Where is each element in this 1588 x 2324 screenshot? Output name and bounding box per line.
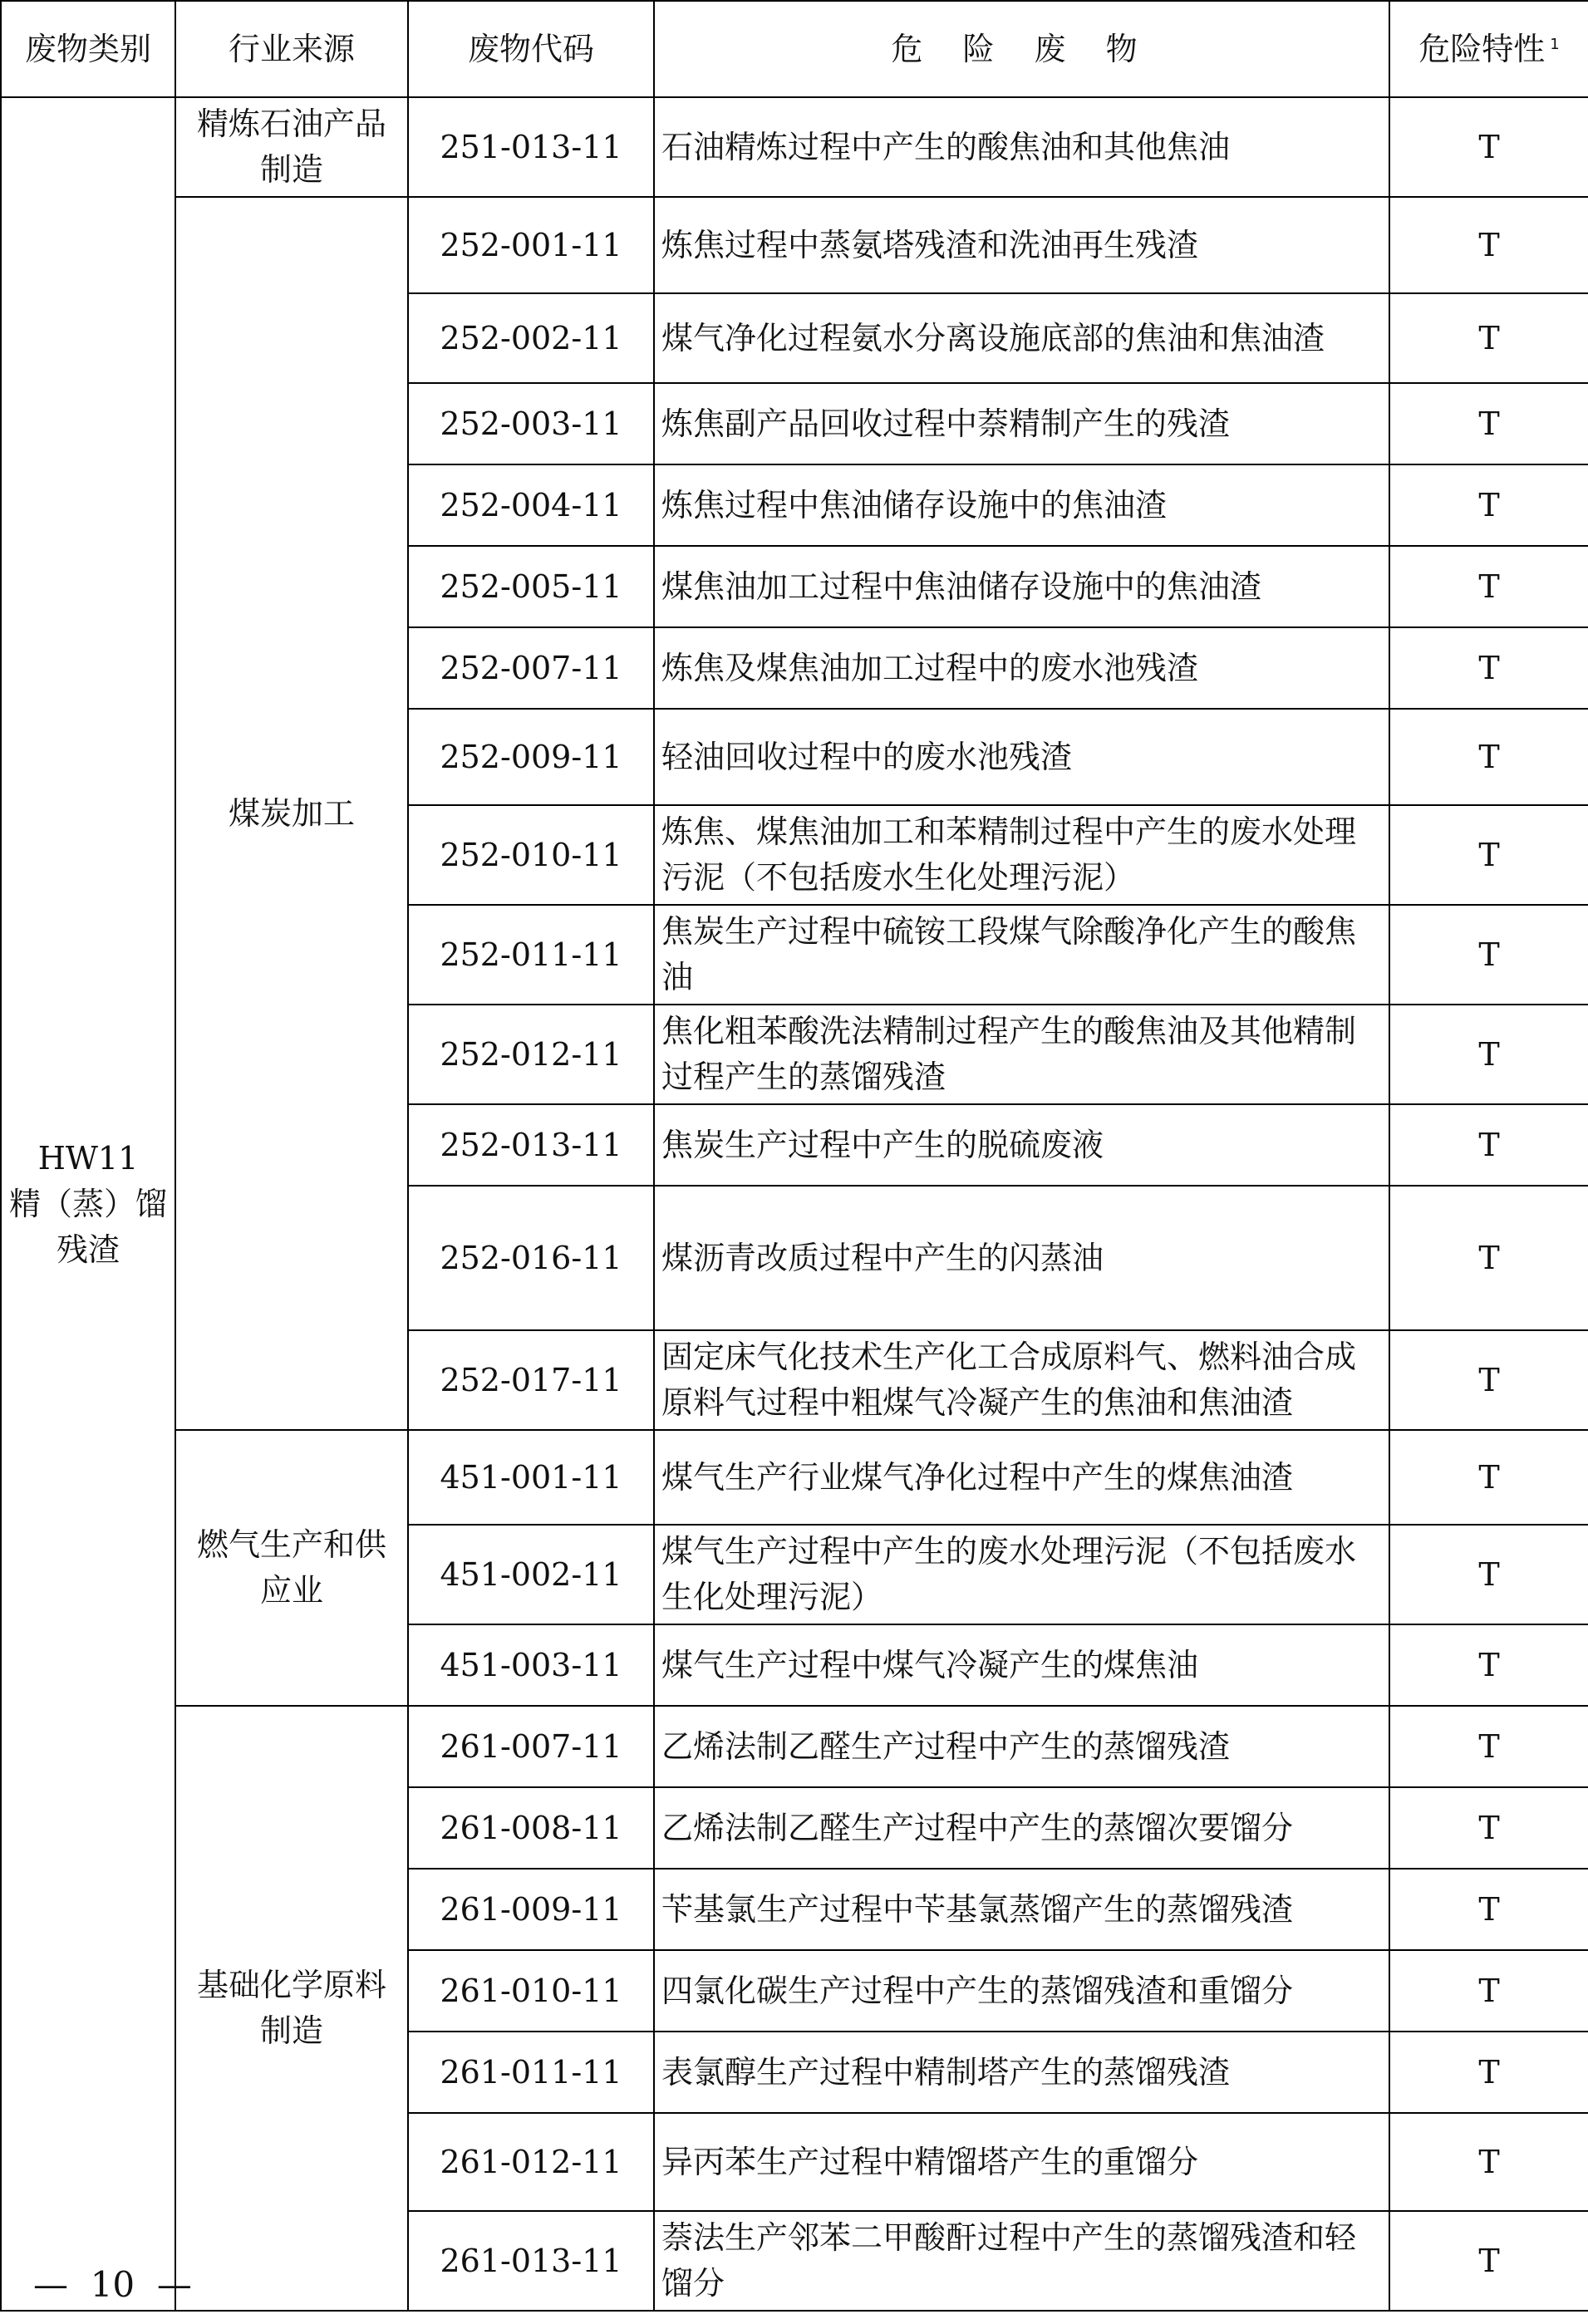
- waste-description-cell: 煤气生产行业煤气净化过程中产生的煤焦油渣: [654, 1430, 1389, 1525]
- waste-code-cell: 252-012-11: [408, 1005, 654, 1104]
- waste-description-cell: 焦炭生产过程中硫铵工段煤气除酸净化产生的酸焦油: [654, 905, 1389, 1005]
- hazard-characteristic-cell: T: [1389, 293, 1588, 383]
- page-footer: [33, 2260, 366, 2310]
- source-cell: 煤炭加工: [175, 197, 408, 1430]
- category-code: HW11: [37, 1139, 139, 1177]
- waste-code-cell: 261-009-11: [408, 1869, 654, 1950]
- hazard-characteristic-cell: T: [1389, 1787, 1588, 1869]
- hazard-characteristic-cell: T: [1389, 1869, 1588, 1950]
- waste-code-cell: 261-011-11: [408, 2032, 654, 2113]
- hazard-characteristic-cell: T: [1389, 1706, 1588, 1787]
- hazard-characteristic-cell: T: [1389, 464, 1588, 546]
- waste-description-cell: 萘法生产邻苯二甲酸酐过程中产生的蒸馏残渣和轻馏分: [654, 2211, 1389, 2311]
- hazard-characteristic-cell: T: [1389, 1005, 1588, 1104]
- hazard-characteristic-cell: T: [1389, 1430, 1588, 1525]
- waste-description-cell: 炼焦及煤焦油加工过程中的废水池残渣: [654, 627, 1389, 709]
- waste-code-cell: 451-003-11: [408, 1624, 654, 1706]
- waste-code-cell: 261-007-11: [408, 1706, 654, 1787]
- waste-code-cell: 252-003-11: [408, 383, 654, 464]
- waste-description-cell: 炼焦副产品回收过程中萘精制产生的残渣: [654, 383, 1389, 464]
- footer-dash-right: —: [156, 2264, 192, 2305]
- waste-code-cell: 261-008-11: [408, 1787, 654, 1869]
- source-cell: 燃气生产和供应业: [175, 1430, 408, 1706]
- waste-description-cell: 焦化粗苯酸洗法精制过程产生的酸焦油及其他精制过程产生的蒸馏残渣: [654, 1005, 1389, 1104]
- waste-description-cell: 固定床气化技术生产化工合成原料气、燃料油合成原料气过程中粗煤气冷凝产生的焦油和焦油渣: [654, 1330, 1389, 1430]
- header-code: 废物代码: [408, 1, 654, 97]
- waste-description-cell: 乙烯法制乙醛生产过程中产生的蒸馏残渣: [654, 1706, 1389, 1787]
- hazard-characteristic-cell: T: [1389, 709, 1588, 805]
- waste-description-cell: 炼焦过程中蒸氨塔残渣和洗油再生残渣: [654, 197, 1389, 293]
- waste-code-cell: 252-011-11: [408, 905, 654, 1005]
- header-characteristic: [1389, 1, 1588, 97]
- waste-description-cell: 轻油回收过程中的废水池残渣: [654, 709, 1389, 805]
- hazard-characteristic-cell: T: [1389, 2032, 1588, 2113]
- waste-code-cell: 251-013-11: [408, 97, 654, 197]
- category-name: 精（蒸）馏残渣: [8, 1185, 167, 1268]
- waste-code-cell: 261-012-11: [408, 2113, 654, 2211]
- footnote-mark: 1: [1550, 35, 1560, 53]
- source-cell: 精炼石油产品制造: [175, 97, 408, 197]
- hazard-characteristic-cell: T: [1389, 627, 1588, 709]
- table-row: [1, 1706, 1588, 1787]
- waste-description-cell: 表氯醇生产过程中精制塔产生的蒸馏残渣: [654, 2032, 1389, 2113]
- header-source: 行业来源: [175, 1, 408, 97]
- table-row: [1, 1430, 1588, 1525]
- waste-description-cell: 异丙苯生产过程中精馏塔产生的重馏分: [654, 2113, 1389, 2211]
- category-cell: [1, 97, 175, 2311]
- waste-description-cell: 苄基氯生产过程中苄基氯蒸馏产生的蒸馏残渣: [654, 1869, 1389, 1950]
- hazard-characteristic-cell: T: [1389, 805, 1588, 905]
- hazard-characteristic-cell: T: [1389, 1104, 1588, 1186]
- waste-description-cell: 乙烯法制乙醛生产过程中产生的蒸馏次要馏分: [654, 1787, 1389, 1869]
- waste-code-cell: 252-007-11: [408, 627, 654, 709]
- waste-code-cell: 252-002-11: [408, 293, 654, 383]
- header-hazardous-waste: 危 险 废 物: [654, 1, 1389, 97]
- waste-code-cell: 252-016-11: [408, 1186, 654, 1330]
- hazard-characteristic-cell: T: [1389, 1525, 1588, 1624]
- header-characteristic-label: 危险特性: [1418, 30, 1546, 67]
- hazard-characteristic-cell: T: [1389, 97, 1588, 197]
- hazard-characteristic-cell: T: [1389, 1950, 1588, 2032]
- waste-code-cell: 252-005-11: [408, 546, 654, 627]
- hazard-characteristic-cell: T: [1389, 1186, 1588, 1330]
- waste-code-cell: 252-010-11: [408, 805, 654, 905]
- header-row: [1, 1, 1588, 97]
- waste-description-cell: 四氯化碳生产过程中产生的蒸馏残渣和重馏分: [654, 1950, 1389, 2032]
- header-category: 废物类别: [1, 1, 175, 97]
- waste-description-cell: 煤沥青改质过程中产生的闪蒸油: [654, 1186, 1389, 1330]
- table-row: [1, 97, 1588, 197]
- waste-description-cell: 煤气生产过程中产生的废水处理污泥（不包括废水生化处理污泥）: [654, 1525, 1389, 1624]
- waste-description-cell: 煤焦油加工过程中焦油储存设施中的焦油渣: [654, 546, 1389, 627]
- waste-description-cell: 焦炭生产过程中产生的脱硫废液: [654, 1104, 1389, 1186]
- hazard-characteristic-cell: T: [1389, 1624, 1588, 1706]
- waste-code-cell: 252-004-11: [408, 464, 654, 546]
- waste-code-cell: 261-010-11: [408, 1950, 654, 2032]
- waste-code-cell: 451-002-11: [408, 1525, 654, 1624]
- source-cell: 基础化学原料制造: [175, 1706, 408, 2311]
- table-row: [1, 197, 1588, 293]
- hazard-characteristic-cell: T: [1389, 2211, 1588, 2311]
- hazard-characteristic-cell: T: [1389, 383, 1588, 464]
- page-number: 10: [90, 2264, 135, 2305]
- waste-description-cell: 煤气净化过程氨水分离设施底部的焦油和焦油渣: [654, 293, 1389, 383]
- table-body: [1, 97, 1588, 2311]
- hazard-characteristic-cell: T: [1389, 905, 1588, 1005]
- waste-description-cell: 炼焦过程中焦油储存设施中的焦油渣: [654, 464, 1389, 546]
- waste-description-cell: 炼焦、煤焦油加工和苯精制过程中产生的废水处理污泥（不包括废水生化处理污泥）: [654, 805, 1389, 905]
- hazard-characteristic-cell: T: [1389, 2113, 1588, 2211]
- hazard-characteristic-cell: T: [1389, 197, 1588, 293]
- waste-description-cell: 煤气生产过程中煤气冷凝产生的煤焦油: [654, 1624, 1389, 1706]
- footer-dash-left: —: [33, 2264, 68, 2305]
- waste-code-cell: 252-001-11: [408, 197, 654, 293]
- hazard-characteristic-cell: T: [1389, 1330, 1588, 1430]
- waste-code-cell: 451-001-11: [408, 1430, 654, 1525]
- waste-code-cell: 252-017-11: [408, 1330, 654, 1430]
- waste-code-cell: 252-009-11: [408, 709, 654, 805]
- waste-code-cell: 252-013-11: [408, 1104, 654, 1186]
- waste-description-cell: 石油精炼过程中产生的酸焦油和其他焦油: [654, 97, 1389, 197]
- waste-code-cell: 261-013-11: [408, 2211, 654, 2311]
- hazard-characteristic-cell: T: [1389, 546, 1588, 627]
